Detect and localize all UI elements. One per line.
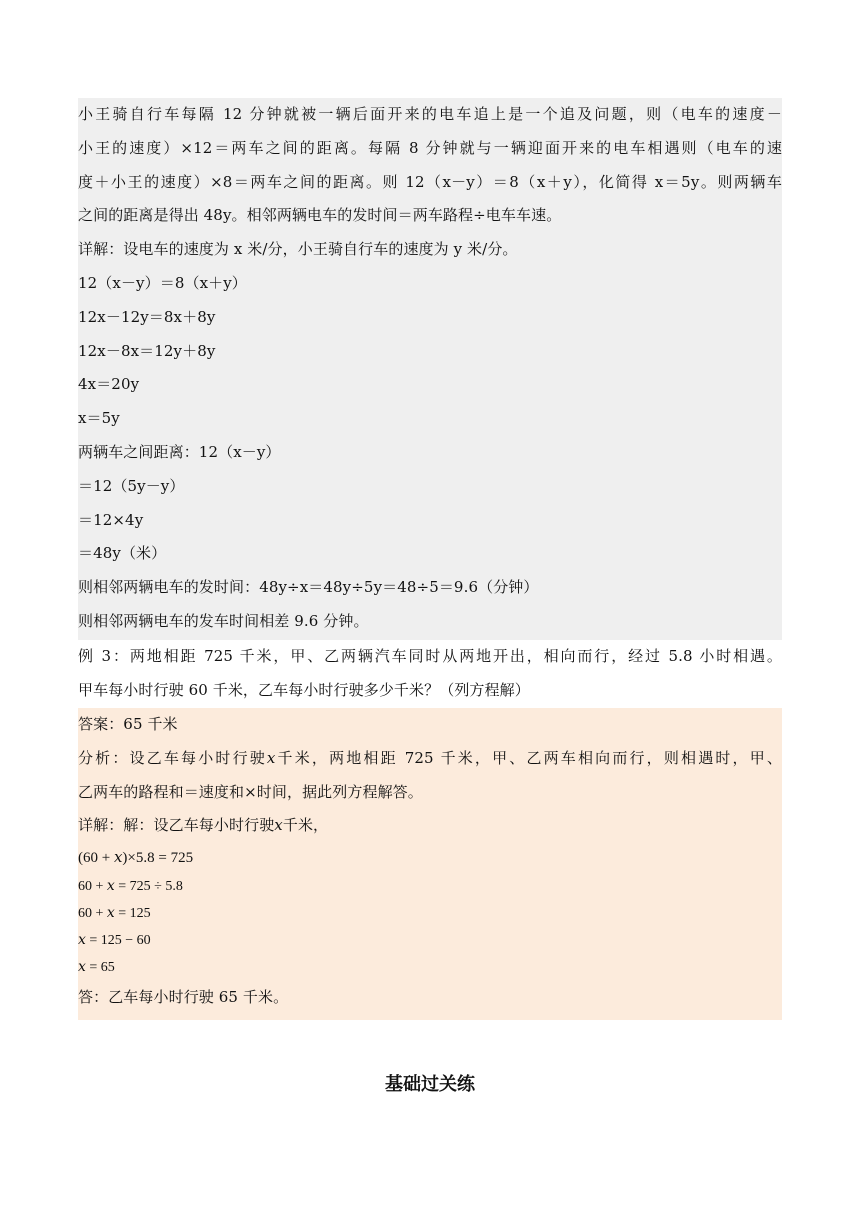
equation-line: 𝑥 = 125 − 60	[78, 933, 151, 949]
analysis-line: 分析：设乙车每小时行驶𝑥千米，两地相距 725 千米，甲、乙两车相向而行，则相遇时，甲、	[78, 748, 782, 767]
section-heading: 基础过关练	[385, 1074, 475, 1095]
question-line: 例 3：两地相距 725 千米，甲、乙两辆汽车同时从两地开出，相向而行，经过 5.8 小时相遇。	[78, 647, 782, 665]
answer-line: 答案：65 千米	[78, 715, 178, 733]
solution-line: 两辆车之间距离：12（x－y）	[78, 442, 281, 461]
question-line: 甲车每小时行驶 60 千米，乙车每小时行驶多少千米？（列方程解）	[78, 680, 530, 699]
equation-line: 4x＝20y	[78, 375, 140, 394]
final-answer-line: 答：乙车每小时行驶 65 千米。	[78, 988, 289, 1007]
solution-line: 则相邻两辆电车的发车时间相差 9.6 分钟。	[78, 611, 369, 630]
solution-line: 度＋小王的速度）×8＝两车之间的距离。则 12（x－y）＝8（x＋y），化简得 x＝5y。则两辆车	[78, 172, 782, 191]
equation-line: (60 + 𝑥)×5.8 = 725	[78, 850, 194, 867]
equation-line: x＝5y	[78, 409, 120, 428]
detail-line: 详解：解：设乙车每小时行驶𝑥千米，	[78, 816, 329, 835]
solution-line: 则相邻两辆电车的发时间：48y÷x＝48y÷5y＝48÷5＝9.6（分钟）	[78, 578, 539, 597]
answer-block	[78, 708, 782, 1020]
equation-line: 60 + 𝑥 = 125	[78, 906, 151, 922]
equation-line: 𝑥 = 65	[78, 960, 115, 976]
solution-line: 详解：设电车的速度为 x 米/分，小王骑自行车的速度为 y 米/分。	[78, 240, 518, 259]
solution-line: 之间的距离是得出 48y。相邻两辆电车的发时间＝两车路程÷电车车速。	[78, 206, 562, 225]
equation-line: 60 + 𝑥 = 725 ÷ 5.8	[78, 879, 183, 895]
equation-line: 12（x－y）＝8（x＋y）	[78, 273, 247, 292]
solution-block	[78, 98, 782, 640]
analysis-line: 乙两车的路程和＝速度和×时间，据此列方程解答。	[78, 782, 423, 801]
example-3-question	[78, 640, 782, 708]
solution-line: 小王骑自行车每隔 12 分钟就被一辆后面开来的电车追上是一个追及问题，则（电车的速度－	[78, 105, 782, 123]
solution-line: 小王的速度）×12＝两车之间的距离。每隔 8 分钟就与一辆迎面开来的电车相遇则（电车的速	[78, 138, 782, 157]
equation-line: ＝12（5y－y）	[78, 476, 185, 495]
equation-line: 12x－8x＝12y＋8y	[78, 341, 216, 360]
equation-line: 12x－12y＝8x＋8y	[78, 307, 216, 326]
equation-line: ＝48y（米）	[78, 544, 167, 563]
equation-line: ＝12×4y	[78, 510, 144, 529]
